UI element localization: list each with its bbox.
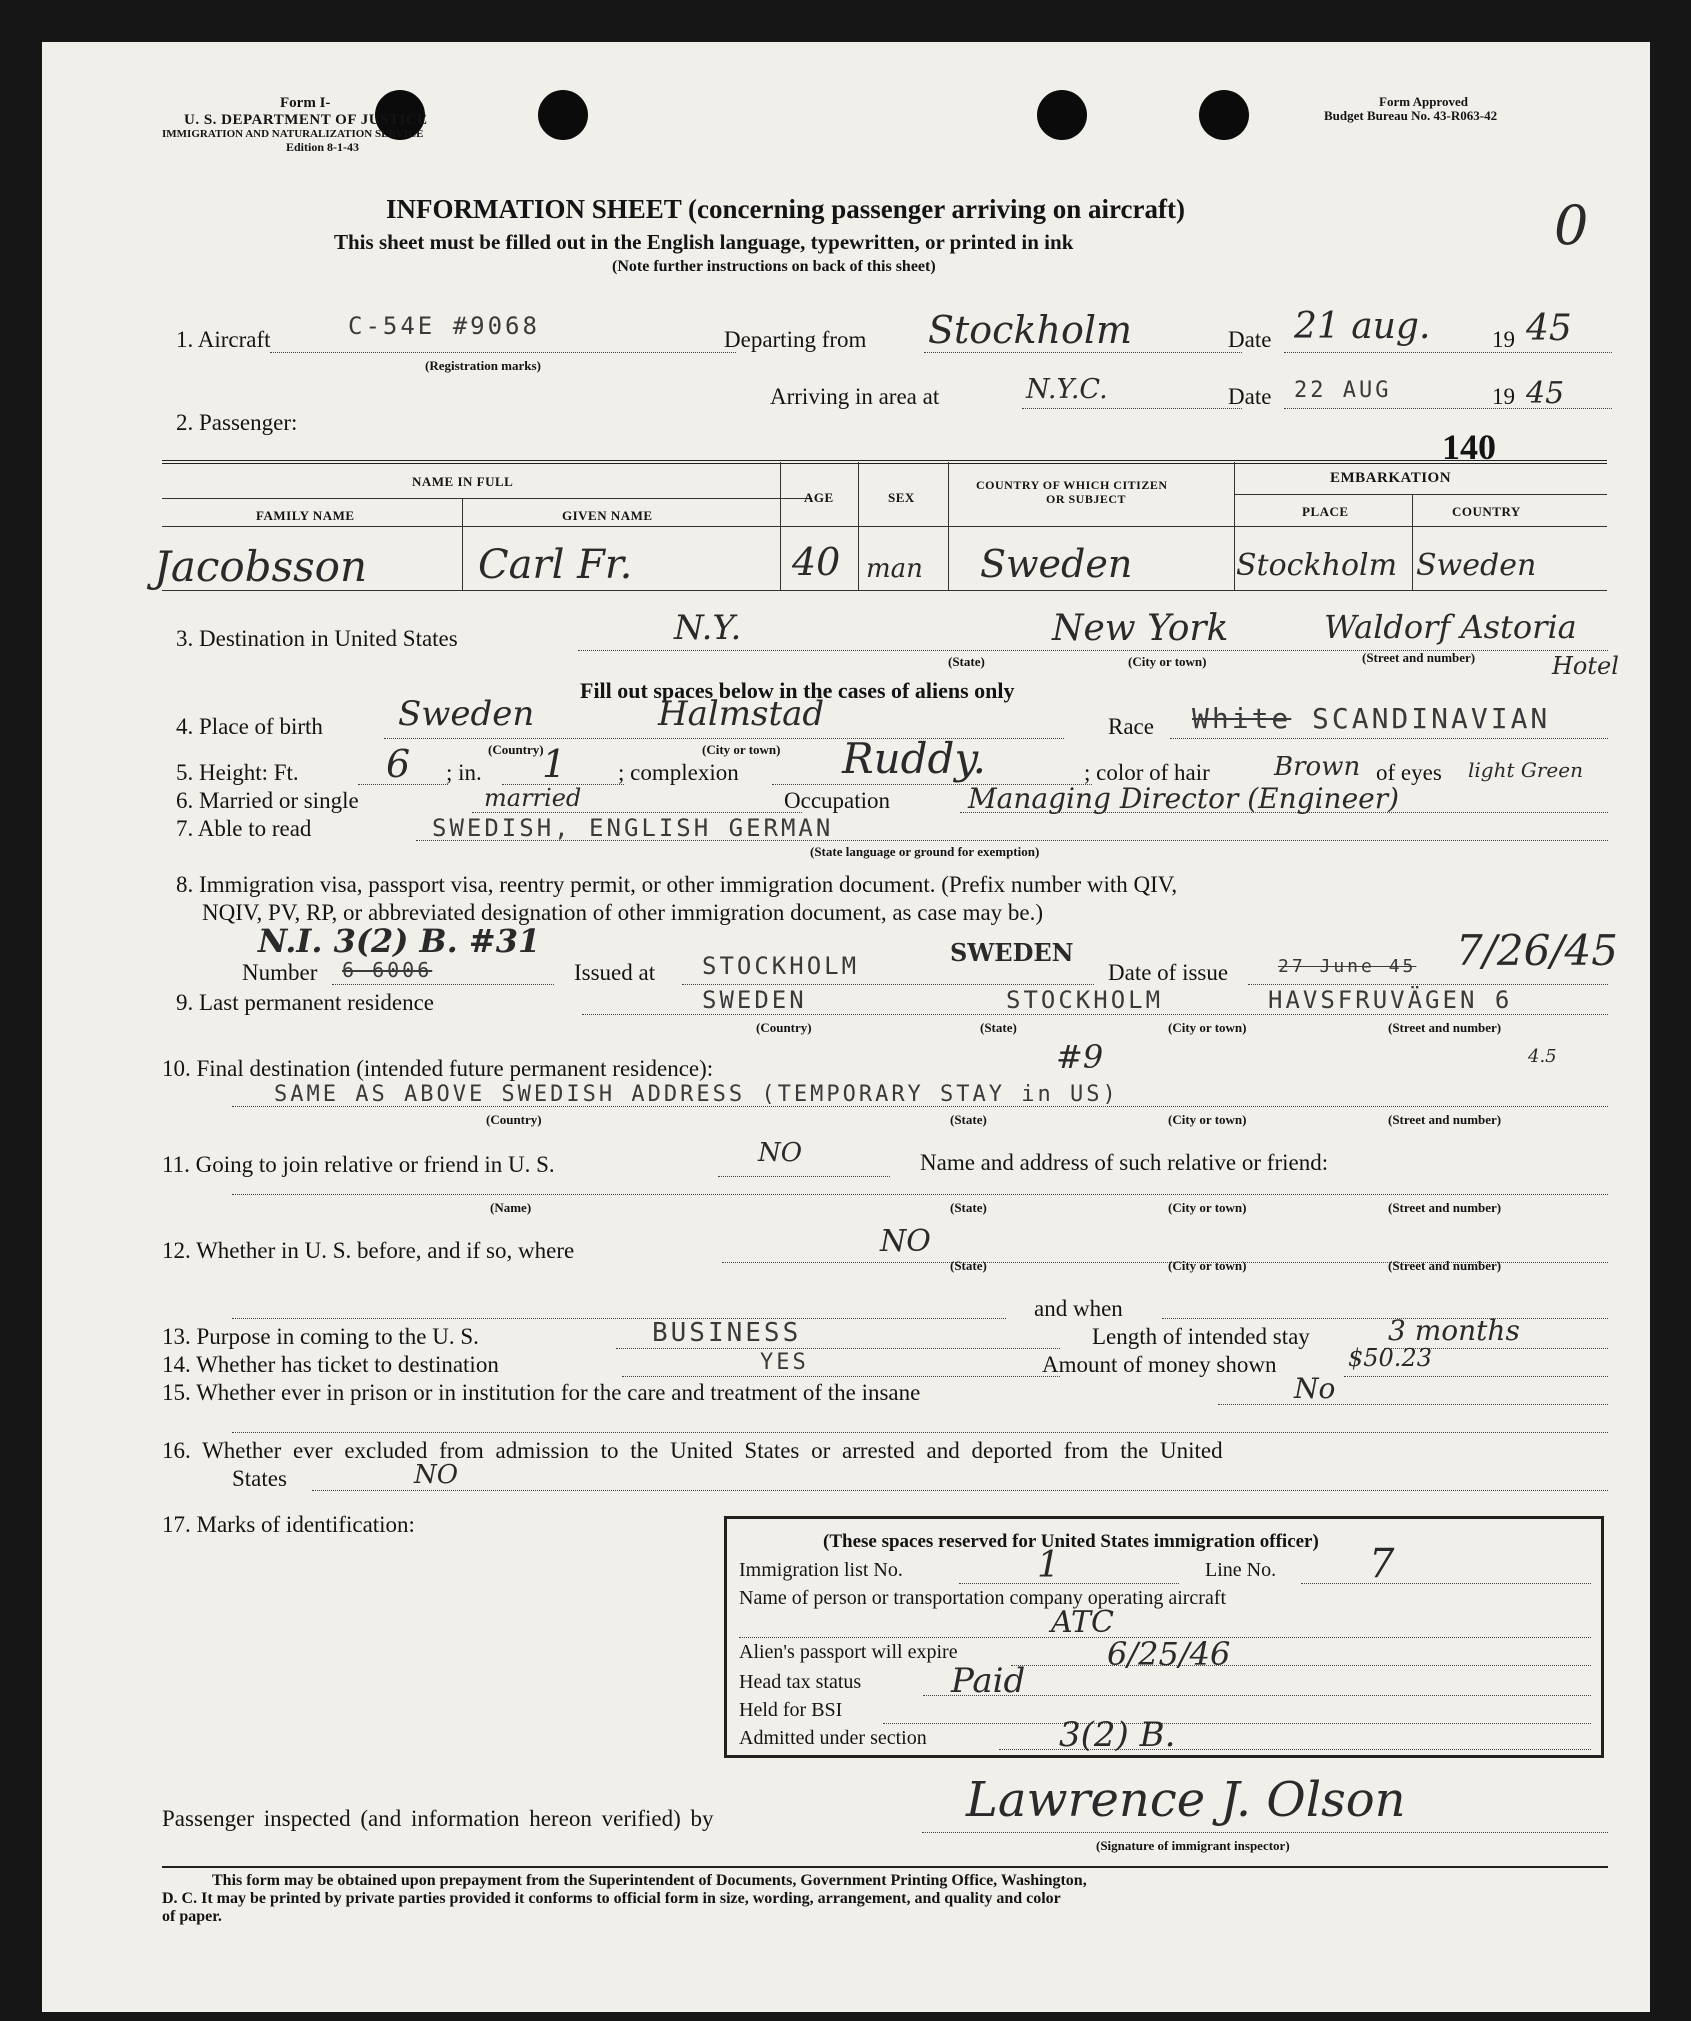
caption-street: (Street and number) xyxy=(1362,650,1476,665)
issued-label: Issued at xyxy=(574,960,656,985)
inspector-signature: Lawrence J. Olson xyxy=(966,1772,1406,1828)
birth-country[interactable]: Sweden xyxy=(398,694,535,734)
list-label: Immigration list No. xyxy=(739,1559,903,1581)
service-line: IMMIGRATION AND NATURALIZATION SERVICE xyxy=(162,128,424,140)
year1-prefix: 19 xyxy=(1492,327,1515,352)
q4-birth-label: 4. Place of birth xyxy=(176,714,323,739)
q12-before-label: 12. Whether in U. S. before, and if so, where xyxy=(162,1238,575,1263)
date2-label: Date xyxy=(1228,384,1272,409)
q8-document-line2: NQIV, PV, RP, or abbreviated designation of other immigration document, as case may be.) xyxy=(202,900,1044,925)
date-issue-label: Date of issue xyxy=(1108,960,1229,985)
relative-line xyxy=(232,1194,1608,1195)
departing-value[interactable]: Stockholm xyxy=(928,308,1133,352)
footer-line1: This form may be obtained upon prepayment from the Superintendent of Documents, Government Printing Office, Washington, xyxy=(212,1872,1087,1889)
date-issue-value[interactable]: 7/26/45 xyxy=(1456,926,1618,975)
q3-destination-label: 3. Destination in United States xyxy=(176,626,458,651)
q16-excluded-line2: States xyxy=(232,1466,287,1491)
header-given-name: GIVEN NAME xyxy=(562,508,653,523)
caption-residence-city: (City or town) xyxy=(1168,1020,1247,1035)
operator-value[interactable]: ATC xyxy=(1051,1605,1114,1640)
table-top-rule xyxy=(162,460,1607,464)
bsi-label: Held for BSI xyxy=(739,1699,843,1721)
complexion-label: ; complexion xyxy=(618,760,739,785)
table-header-rule xyxy=(162,526,1607,527)
prison-line-2 xyxy=(232,1432,1608,1433)
before-value[interactable]: NO xyxy=(880,1224,931,1259)
when-line-right xyxy=(1162,1318,1608,1319)
col-divider xyxy=(1234,462,1235,590)
sex-value[interactable]: man xyxy=(866,554,923,584)
doc-number-prefix[interactable]: N.I. 3(2) B. #31 xyxy=(258,922,541,960)
col-divider xyxy=(462,498,463,590)
final-mark[interactable]: #9 xyxy=(1056,1038,1104,1076)
final-value[interactable]: SAME AS ABOVE SWEDISH ADDRESS (TEMPORARY STAY in US) xyxy=(274,1082,1119,1107)
read-caption: (State language or ground for exemption) xyxy=(810,844,1040,859)
date2-value[interactable]: 22 AUG xyxy=(1294,378,1392,403)
signature-caption: (Signature of immigrant inspector) xyxy=(1096,1838,1290,1853)
read-value[interactable]: SWEDISH, ENGLISH GERMAN xyxy=(432,814,834,842)
q7-read-label: 7. Able to read xyxy=(176,816,312,841)
issued-value[interactable]: STOCKHOLM xyxy=(702,952,860,980)
given-name-value[interactable]: Carl Fr. xyxy=(478,542,633,588)
complexion-value[interactable]: Ruddy. xyxy=(842,734,986,783)
headtax-label: Head tax status xyxy=(739,1671,862,1693)
q1-aircraft-label: 1. Aircraft xyxy=(176,327,271,352)
officer-box-title: (These spaces reserved for United States immigration officer) xyxy=(823,1531,1319,1552)
age-value[interactable]: 40 xyxy=(792,540,841,584)
money-line xyxy=(1344,1376,1608,1377)
stay-label: Length of intended stay xyxy=(1092,1324,1310,1349)
inspected-label: Passenger inspected (and information hereon verified) by xyxy=(162,1806,714,1831)
stamp-number: 140 xyxy=(1442,427,1496,467)
arriving-line xyxy=(1022,408,1242,409)
year2-value[interactable]: 45 xyxy=(1526,376,1565,411)
excluded-value[interactable]: NO xyxy=(414,1460,459,1490)
header-country: COUNTRY xyxy=(1452,504,1521,519)
registration-caption: (Registration marks) xyxy=(425,358,541,373)
caption-final-street: (Street and number) xyxy=(1388,1112,1502,1127)
stay-value[interactable]: 3 months xyxy=(1388,1314,1520,1347)
department-line: U. S. DEPARTMENT OF JUSTICE xyxy=(184,112,428,128)
corner-mark: 0 xyxy=(1554,194,1589,257)
caption-residence-country: (Country) xyxy=(756,1020,812,1035)
purpose-value[interactable]: BUSINESS xyxy=(652,1318,802,1348)
caption-birth-city: (City or town) xyxy=(702,742,781,757)
issued-country[interactable]: SWEDEN xyxy=(950,938,1074,967)
prison-line xyxy=(1218,1404,1608,1405)
prison-value[interactable]: No xyxy=(1294,1372,1336,1405)
caption-before-street: (Street and number) xyxy=(1388,1258,1502,1273)
header-place: PLACE xyxy=(1302,504,1349,519)
passport-value[interactable]: 6/25/46 xyxy=(1107,1635,1231,1673)
edition: Edition 8-1-43 xyxy=(286,140,360,154)
caption-state: (State) xyxy=(948,654,985,669)
residence-country[interactable]: SWEDEN xyxy=(702,986,807,1014)
family-name-value[interactable]: Jacobsson xyxy=(154,542,368,591)
line-value[interactable]: 7 xyxy=(1369,1541,1395,1587)
date1-line xyxy=(1284,352,1612,353)
date-issue-line xyxy=(1248,984,1608,985)
q14-ticket-label: 14. Whether has ticket to destination xyxy=(162,1352,499,1377)
q15-prison-label: 15. Whether ever in prison or in institution for the care and treatment of the insane xyxy=(162,1380,921,1405)
destination-state[interactable]: N.Y. xyxy=(674,608,742,648)
form-id: Form I- xyxy=(280,95,331,111)
header-family-name: FAMILY NAME xyxy=(256,508,355,523)
race-value[interactable]: SCANDINAVIAN xyxy=(1312,702,1551,735)
officer-box xyxy=(724,1516,1604,1758)
purpose-line xyxy=(616,1348,1060,1349)
when-line-left xyxy=(232,1318,1006,1319)
race-line xyxy=(1170,738,1608,739)
caption-relative-name: (Name) xyxy=(490,1200,532,1215)
height-in-label: ; in. xyxy=(446,760,482,785)
when-label: and when xyxy=(1034,1296,1123,1321)
join-line xyxy=(718,1176,890,1177)
embark-country-value[interactable]: Sweden xyxy=(1416,548,1537,583)
excluded-line xyxy=(312,1490,1608,1491)
header-embarkation: EMBARKATION xyxy=(1330,470,1452,486)
passport-line xyxy=(1011,1665,1591,1666)
aliens-heading: Fill out spaces below in the cases of aliens only xyxy=(580,678,1015,703)
col-divider xyxy=(948,462,949,590)
col-divider xyxy=(780,462,781,590)
caption-birth-country: (Country) xyxy=(488,742,544,757)
admitted-value[interactable]: 3(2) B. xyxy=(1059,1715,1176,1755)
hair-value[interactable]: Brown xyxy=(1274,752,1361,782)
hair-label: ; color of hair xyxy=(1084,760,1210,785)
q2-passenger-label: 2. Passenger: xyxy=(176,410,298,435)
punch-hole xyxy=(1037,90,1087,140)
form-sheet xyxy=(42,42,1650,2012)
occupation-label: Occupation xyxy=(784,788,891,813)
number-struck[interactable]: 6 6006 xyxy=(342,958,433,982)
occupation-value[interactable]: Managing Director (Engineer) xyxy=(968,782,1400,815)
list-value[interactable]: 1 xyxy=(1037,1545,1060,1586)
header-country-citizen: COUNTRY OF WHICH CITIZEN xyxy=(976,478,1168,492)
number-line xyxy=(332,984,554,985)
signature-line xyxy=(922,1832,1608,1833)
line-no-line xyxy=(1301,1583,1591,1584)
headtax-value[interactable]: Paid xyxy=(951,1661,1026,1701)
footer-line2: D. C. It may be printed by private parties provided it conforms to official form in size, wording, arrangement, and quality and color xyxy=(162,1890,1061,1907)
operator-label: Name of person or transportation company operating aircraft xyxy=(739,1587,1227,1609)
departing-line xyxy=(924,352,1242,353)
height-ft-value[interactable]: 6 xyxy=(386,742,411,786)
line-label: Line No. xyxy=(1205,1559,1277,1581)
birth-city[interactable]: Halmstad xyxy=(658,694,825,734)
form-note: (Note further instructions on back of this sheet) xyxy=(612,258,936,275)
q9-residence-label: 9. Last permanent residence xyxy=(176,990,434,1015)
citizen-value[interactable]: Sweden xyxy=(980,542,1133,586)
residence-street[interactable]: HAVSFRUVÄGEN 6 xyxy=(1268,986,1513,1014)
married-line xyxy=(472,812,802,813)
destination-street[interactable]: Waldorf Astoria xyxy=(1324,608,1577,646)
height-in-value[interactable]: 1 xyxy=(542,742,567,786)
caption-city: (City or town) xyxy=(1128,654,1207,669)
caption-residence-state: (State) xyxy=(980,1020,1017,1035)
date1-value[interactable]: 21 aug. xyxy=(1294,306,1431,347)
money-label: Amount of money shown xyxy=(1042,1352,1277,1377)
caption-final-state: (State) xyxy=(950,1112,987,1127)
q5-height-label: 5. Height: Ft. xyxy=(176,760,299,785)
caption-final-city: (City or town) xyxy=(1168,1112,1247,1127)
money-value[interactable]: $50.23 xyxy=(1348,1344,1432,1372)
punch-hole xyxy=(1199,90,1249,140)
header-sex: SEX xyxy=(888,490,915,505)
q17-marks-label: 17. Marks of identification: xyxy=(162,1512,415,1537)
number-label: Number xyxy=(242,960,318,985)
eyes-label: of eyes xyxy=(1376,760,1442,785)
aircraft-value[interactable]: C-54E #9068 xyxy=(348,312,540,340)
caption-before-city: (City or town) xyxy=(1168,1258,1247,1273)
embarkation-rule xyxy=(1234,494,1607,495)
arriving-value[interactable]: N.Y.C. xyxy=(1026,374,1108,405)
ticket-line xyxy=(622,1376,1060,1377)
embark-place-value[interactable]: Stockholm xyxy=(1236,548,1398,583)
year2-prefix: 19 xyxy=(1492,384,1515,409)
residence-line xyxy=(582,1014,1608,1015)
residence-city[interactable]: STOCKHOLM xyxy=(1006,986,1164,1014)
admitted-label: Admitted under section xyxy=(739,1727,927,1749)
caption-relative-state: (State) xyxy=(950,1200,987,1215)
caption-residence-street: (Street and number) xyxy=(1388,1020,1502,1035)
race-label: Race xyxy=(1108,714,1154,739)
year1-value[interactable]: 45 xyxy=(1526,308,1572,349)
footer-rule xyxy=(162,1866,1608,1868)
relative-name-label: Name and address of such relative or friend: xyxy=(920,1150,1329,1175)
caption-final-country: (Country) xyxy=(486,1112,542,1127)
race-struck[interactable]: White xyxy=(1192,702,1292,735)
date-issue-struck[interactable]: 27 June 45 xyxy=(1278,956,1417,977)
date1-label: Date xyxy=(1228,327,1272,352)
passport-label: Alien's passport will expire xyxy=(739,1641,958,1663)
col-divider xyxy=(858,462,859,590)
arriving-label: Arriving in area at xyxy=(770,384,940,409)
caption-relative-city: (City or town) xyxy=(1168,1200,1247,1215)
aircraft-line xyxy=(270,352,736,353)
punch-hole xyxy=(538,90,588,140)
q13-purpose-label: 13. Purpose in coming to the U. S. xyxy=(162,1324,479,1349)
header-name-in-full: NAME IN FULL xyxy=(412,474,514,489)
header-or-subject: OR SUBJECT xyxy=(1046,492,1127,506)
form-subtitle: This sheet must be filled out in the English language, typewritten, or printed in ink xyxy=(334,230,1074,254)
destination-city[interactable]: New York xyxy=(1052,608,1229,649)
form-title: INFORMATION SHEET (concerning passenger arriving on aircraft) xyxy=(386,194,1185,224)
list-line xyxy=(959,1583,1179,1584)
caption-before-state: (State) xyxy=(950,1258,987,1273)
budget-bureau: Budget Bureau No. 43-R063-42 xyxy=(1324,108,1498,123)
q11-join-label: 11. Going to join relative or friend in U. S. xyxy=(162,1152,555,1177)
eyes-value[interactable]: light Green xyxy=(1468,758,1583,782)
header-age: AGE xyxy=(804,490,834,505)
table-bottom-rule xyxy=(162,590,1607,591)
departing-label: Departing from xyxy=(724,327,867,352)
q16-excluded-line1: 16. Whether ever excluded from admission to the United States or arrested and deported from the United xyxy=(162,1438,1223,1463)
married-value[interactable]: married xyxy=(484,784,582,812)
q10-final-label: 10. Final destination (intended future permanent residence): xyxy=(162,1056,714,1081)
form-approved: Form Approved xyxy=(1379,94,1468,109)
col-divider xyxy=(1412,494,1413,590)
bsi-line xyxy=(883,1723,1591,1724)
table-subheader-rule xyxy=(162,498,812,499)
footer-line3: of paper. xyxy=(162,1908,222,1925)
ticket-value[interactable]: YES xyxy=(760,1350,809,1375)
caption-relative-street: (Street and number) xyxy=(1388,1200,1502,1215)
issued-line xyxy=(682,984,1094,985)
join-value[interactable]: NO xyxy=(758,1138,803,1168)
q6-married-label: 6. Married or single xyxy=(176,788,359,813)
destination-street-cont[interactable]: Hotel xyxy=(1552,652,1619,680)
q8-document-line1: 8. Immigration visa, passport visa, reentry permit, or other immigration document. (Prefix number with QIV, xyxy=(176,872,1178,897)
final-small-mark[interactable]: 4.5 xyxy=(1528,1046,1557,1067)
